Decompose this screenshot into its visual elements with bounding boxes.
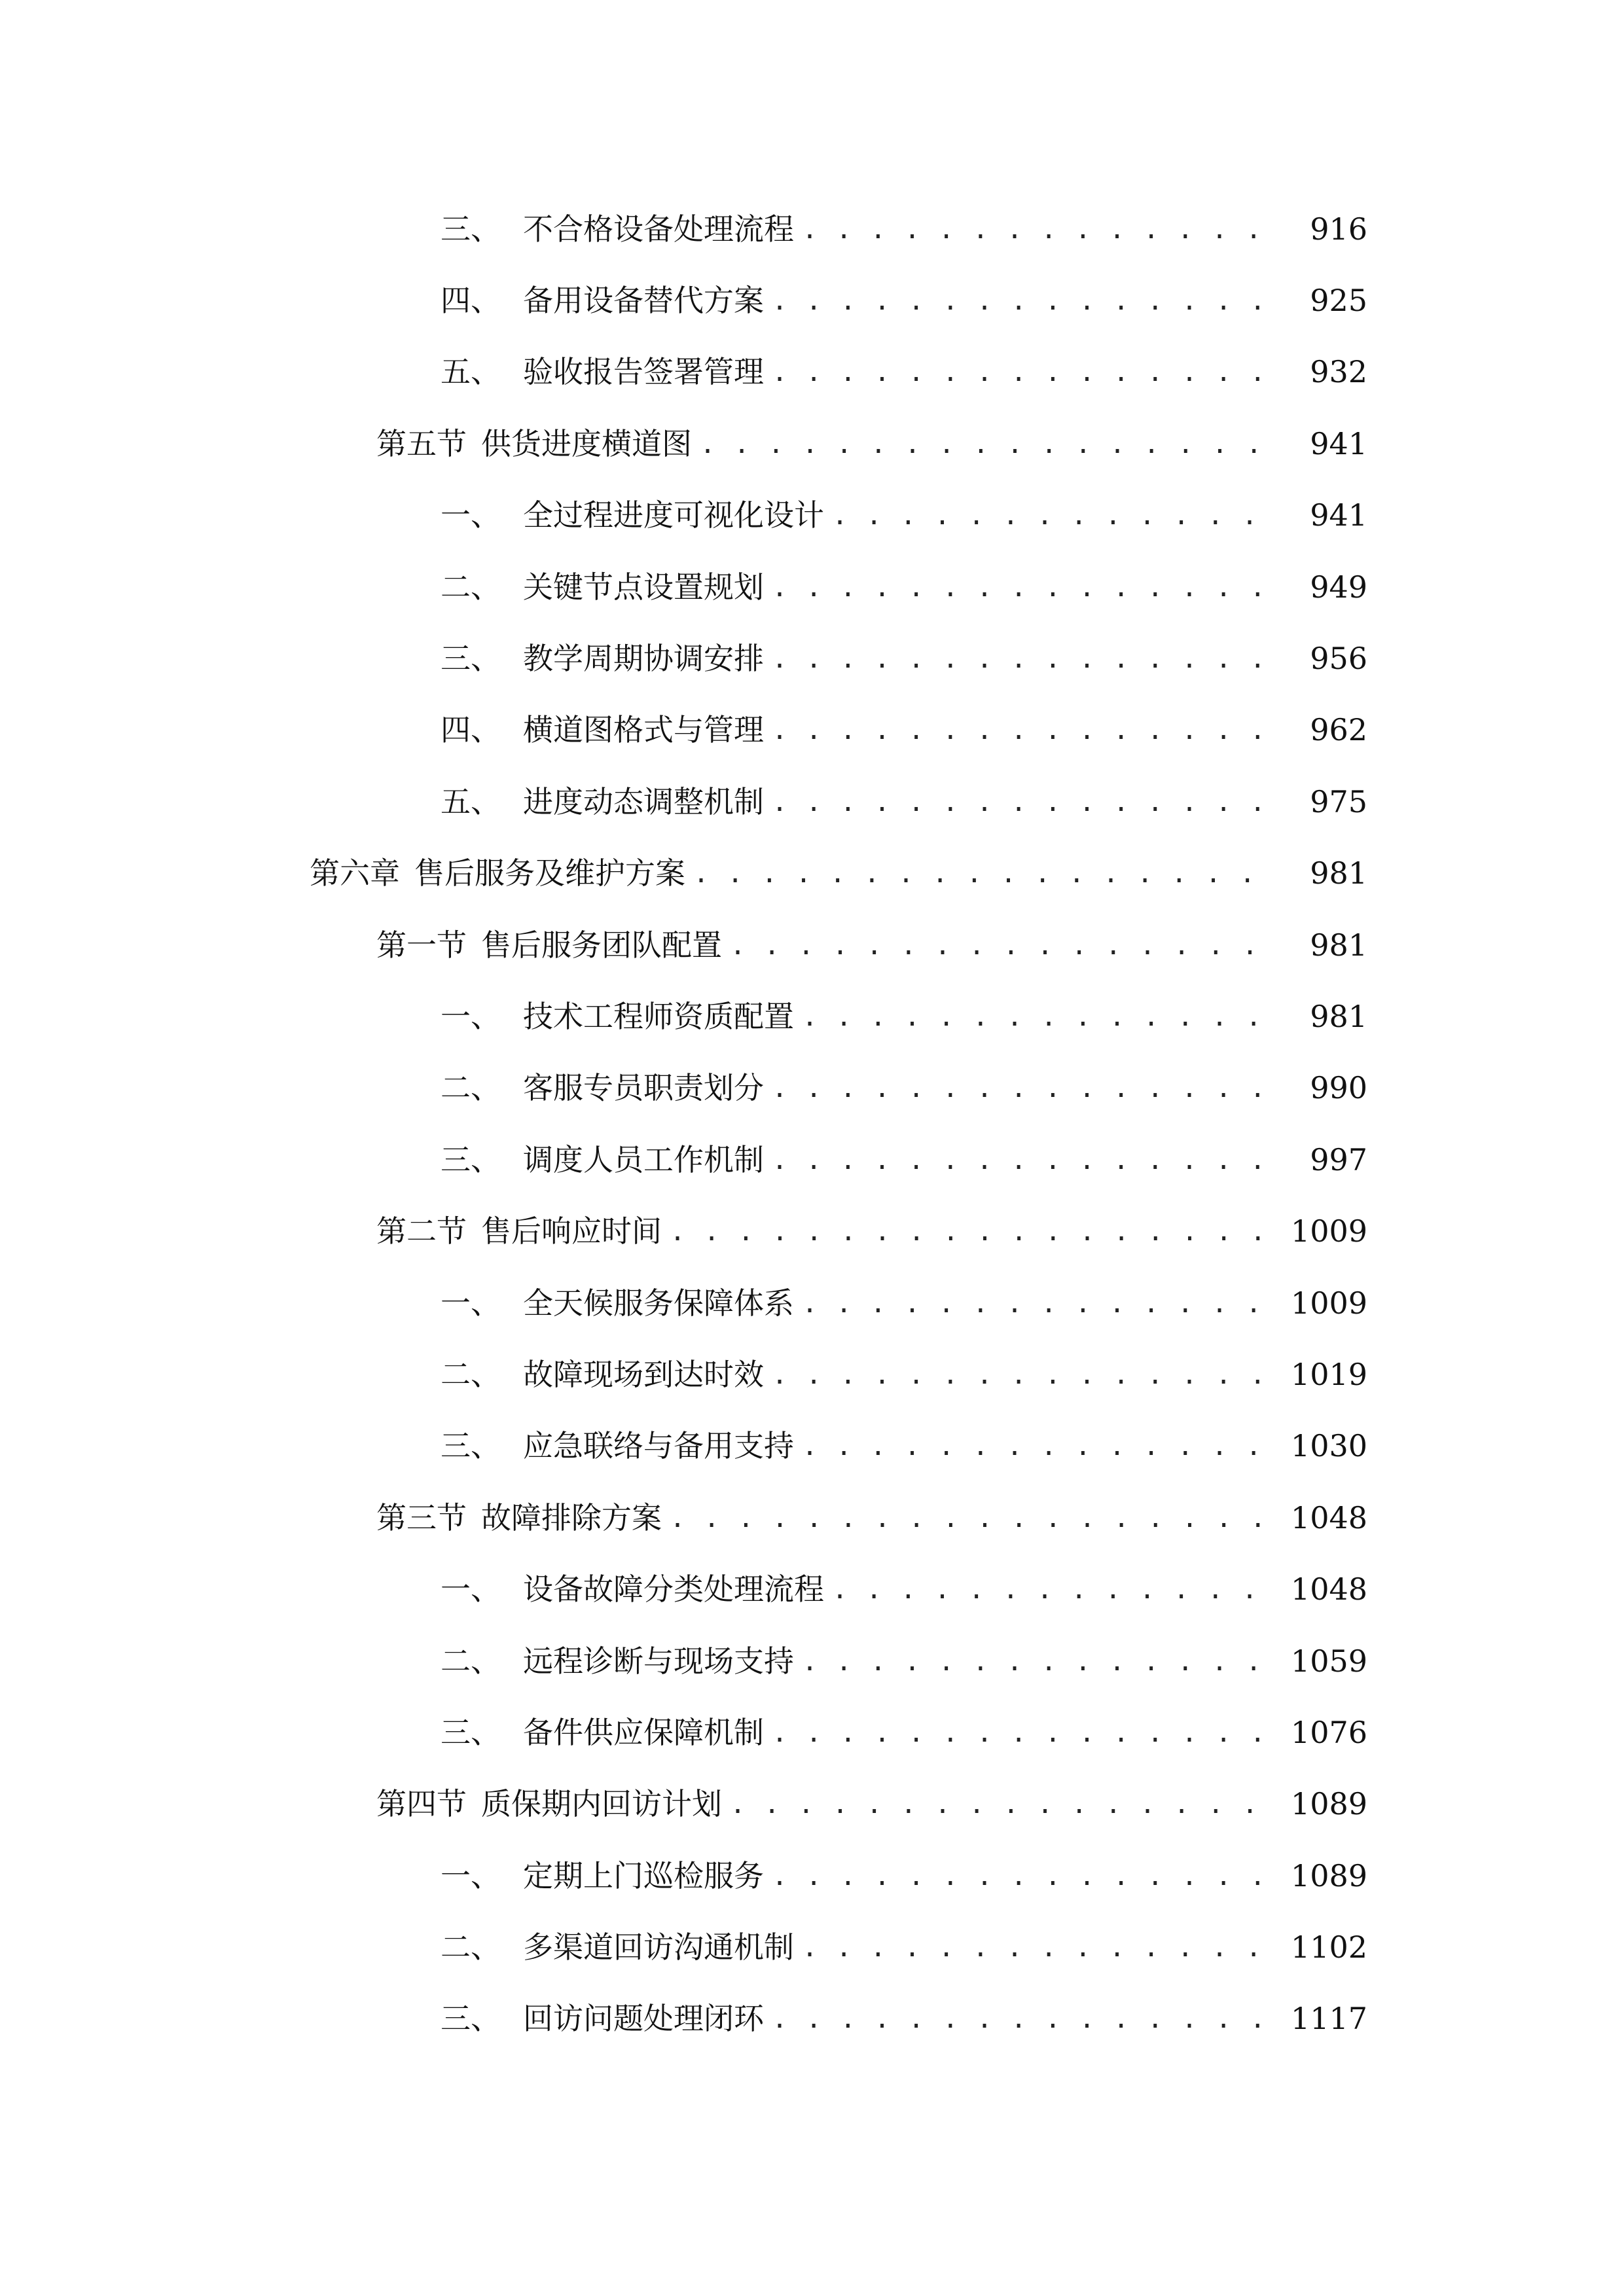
toc-page-number: 956 xyxy=(1310,641,1367,677)
toc-dot-leader xyxy=(772,787,1267,817)
toc-entry-number: 第四节 xyxy=(376,1786,467,1822)
toc-entry[interactable] xyxy=(0,980,1624,1052)
toc-entry[interactable] xyxy=(0,1482,1624,1553)
toc-page-number: 925 xyxy=(1310,283,1367,319)
toc-dot-leader xyxy=(772,572,1267,602)
table-of-contents xyxy=(0,193,1624,2054)
toc-entry-title: 售后响应时间 xyxy=(481,1213,662,1249)
toc-entry-title: 质保期内回访计划 xyxy=(481,1786,722,1822)
toc-entry-title: 教学周期协调安排 xyxy=(523,641,764,677)
toc-page-number: 1076 xyxy=(1290,1714,1367,1750)
toc-entry-title: 备用设备替代方案 xyxy=(523,283,764,319)
toc-page-number: 975 xyxy=(1310,783,1367,819)
toc-entry-number: 第六章 xyxy=(310,855,400,891)
toc-entry-number: 二、 xyxy=(441,1929,501,1965)
toc-dot-leader xyxy=(832,500,1267,530)
toc-page-number: 941 xyxy=(1310,425,1367,461)
toc-entry[interactable] xyxy=(0,1768,1624,1840)
toc-entry[interactable] xyxy=(0,1696,1624,1768)
toc-page-number: 1048 xyxy=(1290,1571,1367,1607)
toc-dot-leader xyxy=(772,357,1267,387)
toc-dot-leader xyxy=(772,1359,1267,1390)
toc-entry[interactable] xyxy=(0,264,1624,336)
toc-entry-number: 二、 xyxy=(441,1070,501,1106)
toc-dot-leader xyxy=(772,643,1267,673)
toc-dot-leader xyxy=(772,1717,1267,1748)
toc-entry-number: 三、 xyxy=(441,1141,501,1177)
toc-entry-number: 四、 xyxy=(441,712,501,748)
toc-entry-number: 五、 xyxy=(441,354,501,390)
toc-entry-number: 一、 xyxy=(441,1571,501,1607)
toc-entry-title: 客服专员职责划分 xyxy=(523,1070,764,1106)
toc-page-number: 997 xyxy=(1310,1141,1367,1177)
toc-entry-title: 进度动态调整机制 xyxy=(523,783,764,819)
toc-entry[interactable] xyxy=(0,1410,1624,1482)
toc-page-number: 1102 xyxy=(1290,1929,1367,1965)
toc-dot-leader xyxy=(802,1288,1267,1318)
toc-page-number: 1009 xyxy=(1290,1213,1367,1249)
toc-entry-number: 第三节 xyxy=(376,1499,467,1535)
toc-dot-leader xyxy=(772,1073,1267,1103)
toc-entry-title: 故障现场到达时效 xyxy=(523,1356,764,1392)
toc-page-number: 1117 xyxy=(1290,2001,1367,2037)
toc-page-number: 916 xyxy=(1310,211,1367,247)
toc-dot-leader xyxy=(802,1646,1267,1676)
toc-entry-title: 不合格设备处理流程 xyxy=(523,211,794,247)
toc-entry-title: 回访问题处理闭环 xyxy=(523,2001,764,2037)
toc-entry[interactable] xyxy=(0,1553,1624,1624)
toc-entry-title: 售后服务团队配置 xyxy=(481,927,722,963)
toc-entry-number: 四、 xyxy=(441,283,501,319)
toc-dot-leader xyxy=(772,1145,1267,1175)
toc-entry-title: 定期上门巡检服务 xyxy=(523,1857,764,1893)
toc-entry-number: 三、 xyxy=(441,2001,501,2037)
toc-entry[interactable] xyxy=(0,909,1624,980)
toc-entry[interactable] xyxy=(0,622,1624,694)
toc-entry-title: 备件供应保障机制 xyxy=(523,1714,764,1750)
toc-page-number: 1089 xyxy=(1290,1857,1367,1893)
toc-entry[interactable] xyxy=(0,838,1624,909)
toc-entry-number: 一、 xyxy=(441,998,501,1034)
toc-entry-number: 一、 xyxy=(441,1857,501,1893)
toc-entry-title: 应急联络与备用支持 xyxy=(523,1428,794,1464)
toc-entry-title: 设备故障分类处理流程 xyxy=(523,1571,824,1607)
toc-entry-number: 三、 xyxy=(441,641,501,677)
toc-entry[interactable] xyxy=(0,1052,1624,1124)
toc-entry-title: 售后服务及维护方案 xyxy=(414,855,685,891)
toc-entry-number: 二、 xyxy=(441,569,501,605)
toc-entry-number: 二、 xyxy=(441,1643,501,1679)
toc-entry[interactable] xyxy=(0,336,1624,408)
toc-page-number: 1089 xyxy=(1290,1786,1367,1822)
toc-entry-title: 供货进度横道图 xyxy=(481,425,692,461)
toc-dot-leader xyxy=(693,858,1267,888)
toc-page-number: 1059 xyxy=(1290,1643,1367,1679)
toc-dot-leader xyxy=(802,214,1267,244)
toc-entry[interactable] xyxy=(0,1195,1624,1266)
toc-page-number: 990 xyxy=(1310,1070,1367,1106)
toc-dot-leader xyxy=(730,1789,1267,1819)
toc-entry-number: 第五节 xyxy=(376,425,467,461)
toc-dot-leader xyxy=(670,1216,1267,1246)
toc-dot-leader xyxy=(730,930,1267,960)
toc-entry[interactable] xyxy=(0,551,1624,622)
toc-dot-leader xyxy=(772,2003,1267,2034)
toc-page-number: 932 xyxy=(1310,354,1367,390)
toc-entry-number: 一、 xyxy=(441,497,501,533)
toc-dot-leader xyxy=(670,1503,1267,1533)
toc-entry-number: 一、 xyxy=(441,1285,501,1321)
toc-entry-number: 第一节 xyxy=(376,927,467,963)
toc-entry-title: 远程诊断与现场支持 xyxy=(523,1643,794,1679)
toc-page-number: 1009 xyxy=(1290,1285,1367,1321)
toc-dot-leader xyxy=(832,1574,1267,1604)
toc-dot-leader xyxy=(802,1932,1267,1962)
toc-dot-leader xyxy=(700,429,1267,459)
toc-entry-title: 验收报告签署管理 xyxy=(523,354,764,390)
toc-entry[interactable] xyxy=(0,1625,1624,1696)
toc-page-number: 981 xyxy=(1310,927,1367,963)
toc-entry-title: 调度人员工作机制 xyxy=(523,1141,764,1177)
toc-entry[interactable] xyxy=(0,480,1624,551)
toc-dot-leader xyxy=(772,715,1267,745)
toc-dot-leader xyxy=(802,1001,1267,1031)
toc-entry-number: 第二节 xyxy=(376,1213,467,1249)
toc-entry-title: 故障排除方案 xyxy=(481,1499,662,1535)
toc-entry-number: 五、 xyxy=(441,783,501,819)
toc-entry-title: 技术工程师资质配置 xyxy=(523,998,794,1034)
toc-dot-leader xyxy=(772,285,1267,315)
toc-entry[interactable] xyxy=(0,1983,1624,2054)
toc-page-number: 949 xyxy=(1310,569,1367,605)
toc-page-number: 962 xyxy=(1310,712,1367,748)
toc-dot-leader xyxy=(772,1861,1267,1891)
toc-entry[interactable] xyxy=(0,1911,1624,1982)
toc-entry-title: 关键节点设置规划 xyxy=(523,569,764,605)
toc-dot-leader xyxy=(802,1431,1267,1461)
toc-entry-title: 全天候服务保障体系 xyxy=(523,1285,794,1321)
toc-entry-number: 三、 xyxy=(441,1428,501,1464)
toc-page-number: 1019 xyxy=(1290,1356,1367,1392)
toc-page-number: 941 xyxy=(1310,497,1367,533)
toc-entry[interactable] xyxy=(0,1338,1624,1410)
toc-entry[interactable] xyxy=(0,1124,1624,1195)
toc-page-number: 981 xyxy=(1310,998,1367,1034)
toc-entry[interactable] xyxy=(0,408,1624,479)
toc-entry-title: 多渠道回访沟通机制 xyxy=(523,1929,794,1965)
toc-entry-title: 横道图格式与管理 xyxy=(523,712,764,748)
toc-entry-title: 全过程进度可视化设计 xyxy=(523,497,824,533)
toc-page-number: 1030 xyxy=(1290,1428,1367,1464)
toc-page-number: 1048 xyxy=(1290,1499,1367,1535)
toc-entry[interactable] xyxy=(0,766,1624,837)
toc-entry-number: 三、 xyxy=(441,211,501,247)
toc-entry[interactable] xyxy=(0,694,1624,766)
toc-entry-number: 二、 xyxy=(441,1356,501,1392)
toc-entry-number: 三、 xyxy=(441,1714,501,1750)
toc-entry[interactable] xyxy=(0,1267,1624,1338)
toc-entry[interactable] xyxy=(0,193,1624,264)
toc-page-number: 981 xyxy=(1310,855,1367,891)
toc-entry[interactable] xyxy=(0,1840,1624,1911)
